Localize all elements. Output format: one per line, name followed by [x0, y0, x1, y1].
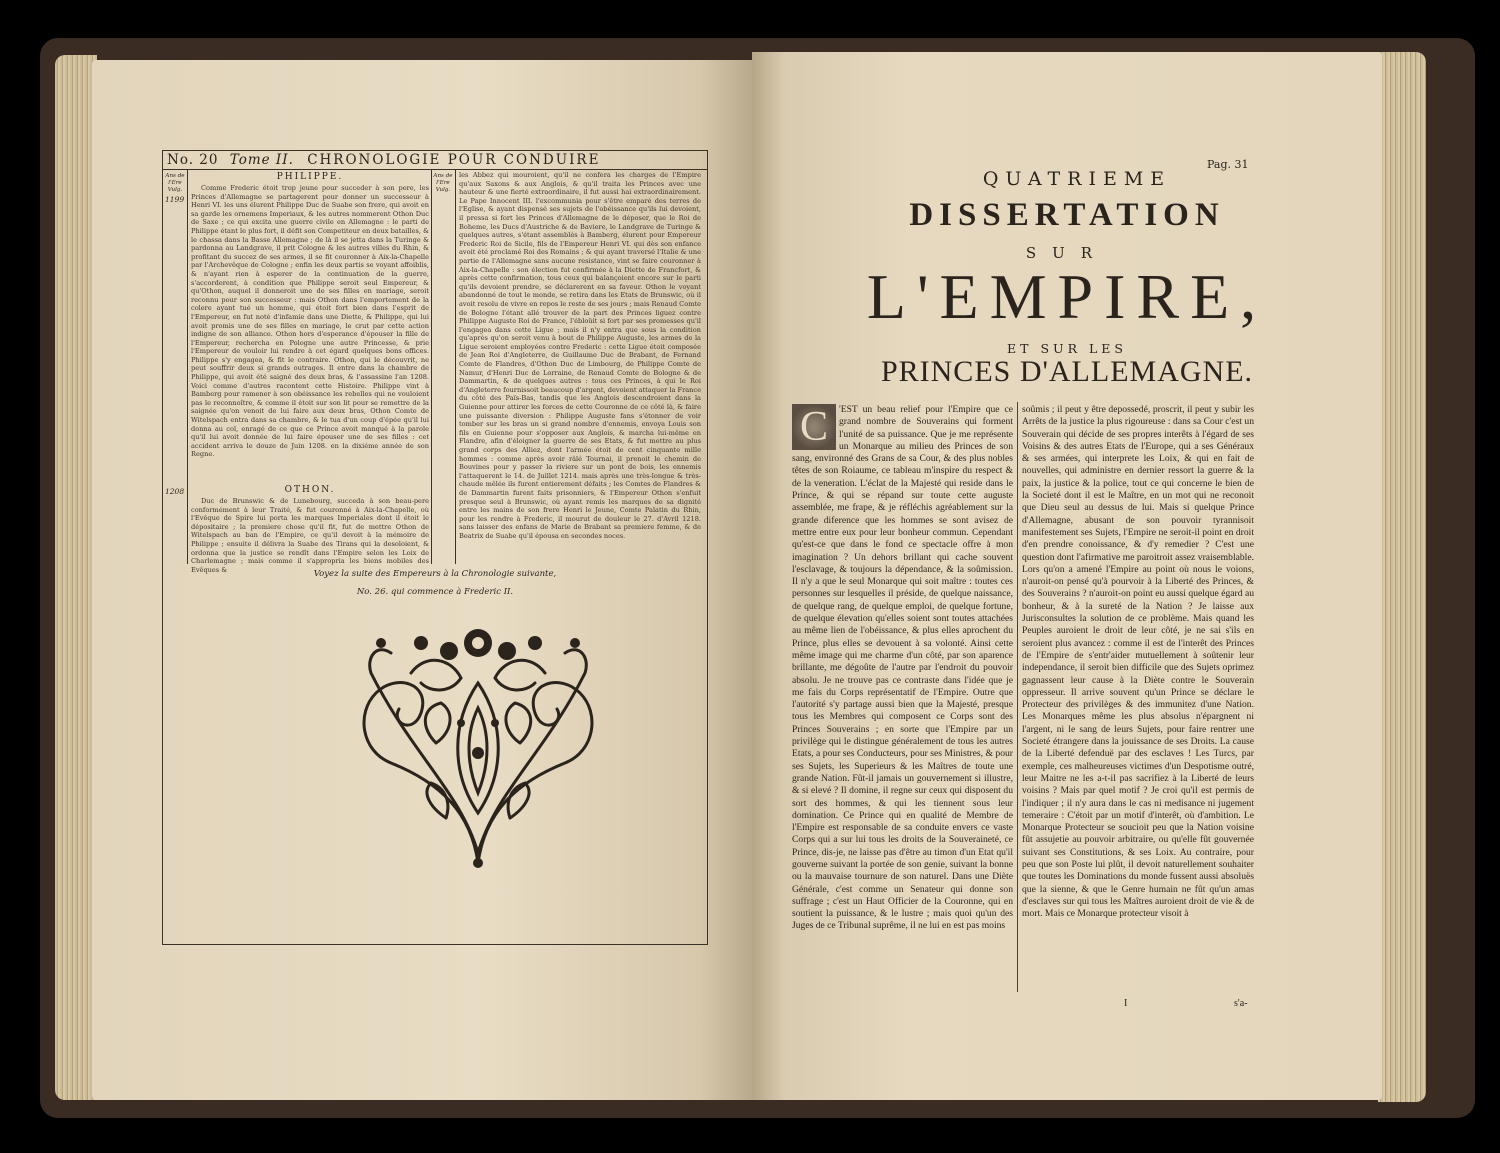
philippe-text: [191, 184, 429, 480]
header-title: CHRONOLOGIE POUR CONDUIRE: [307, 152, 601, 168]
running-header: [163, 151, 707, 169]
drop-cap: C: [792, 404, 836, 450]
body-column-1-text: 'EST un beau relief pour l'Empire que ce grand nombre de Souverains qui forment l'unité de sa puissance. Que je me représente un Monarque au milieu des Princes de son sang, environné des Grans de sa Cour, & des plus nobles têtes de son Roiaume, ce tableau m'inspire du respect & de la veneration. L'éclat de la Majesté qui reside dans le Prince, & qui se répand sur toute cette auguste assemblée, me frape, & je réfléchis agréablement sur la grande diference que les hommes se sont avisez de mettre entre eux pour leur bonheur commun. Cependant qu'est-ce que dans le fond ce spectacle offre à mon imagination ? Un dehors brillant qui cache souvent l'esclavage, & toujours la dépendance, & la soûmission. Il n'y a que le seul Monarque qui soit maître : toutes ces personnes sur lesquelles il préside, de quelque naissance, de quelque rang, de quelque emploi, de quelque fortune, de quelque élevation qu'elles soient sont toutes attachées au même lien de l'obéissance, & plus elles aprochent du Prince, plus elles se devouent à sa volonté. Ainsi cette même image qui me charme d'un côté, par son aparence brillante, me dégoûte de l'autre par l'endroit du pouvoir absolu. Je ne trouve pas ce contraste dans l'idée que je me fais du Corps représentatif de l'Empire. Outre que l'autorité s'y partage aussi bien que la Majesté, presque tous les Membres qui composent ce Corps sont des Princes Souverains ; en sorte que l'Empire par un privilège qui le distingue généralement de tous les autres Etats, a pour ses Conducteurs, pour ses Ministres, & pour ses Sujets, les Superieurs & les Maîtres de toute une grande Nation. Fût-il jamais un gouvernement si illustre, & si elevé ? Il domine, il regne sur ceux qui disposent du sort des hommes, & qui les tiennent sous leur domination. Ce Prince qui en qualité de Membre de l'Empire est responsable de sa conduite envers ce vaste Corps qui a sur lui tous les droits de la Souveraineté, ce Prince, dis-je, ne laisse pas d'être au timon d'un Etat qu'il gouverne suivant la portée de son genie, suivant la bonne ou la mauvaise tournure de son naturel. Dans une Diète Générale, c'est comme un Senateur qui donne son suffrage ; c'est un Haut Officier de la Couronne, qui en soutient la puissance, & le lustre ; mais quoi qu'un des Juges de ce Tribunal suprême, il ne lui en est pas moins: [792, 404, 1013, 932]
year-column-rule: [187, 169, 188, 564]
middle-column-rule: [431, 169, 432, 564]
left-page: [92, 60, 752, 1100]
year-column-rule-2: [455, 169, 456, 564]
philippe-paragraph: Comme Frederic étoit trop jeune pour succeder à son pere, les Princes d'Allemagne se partagerent pour donner un successeur à Henri VI. les uns élurent Philippe Duc de Suabe son frere, qui avoit en sa garde les ornemens Imperiaux, & les autres nommerent Othon Duc de Saxe ; ce qui excita une guerre civile en Allemagne : le parti de Philippe étant le plus fort, il défit son Competiteur en deux batailles, & le chassa dans la Basse Allemagne ; de là il se jetta dans la Turinge & pardonna au Landgrave, il prit Cologne & les autres villes du Rhin, & profitant du succez de ses armes, il se fit couronner à Aix-la-Chapelle par l'Archevêque de Cologne ; enfin les deux partis se voyant affoiblis, & n'ayant rien à esperer de la continuation de la guerre, s'accorderent, à condition que Philippe seroit seul Empereur, & qu'Othon, auquel il donneroit une de ses filles en mariage, seroit reconnu pour son successeur : mais Othon dans l'emportement de la colere ayant tué un homme, qui étoit fort bien dans l'esprit de l'Empereur, en fut noté d'infamie dans une Diette, & Philippe, qui lui avoit promis une de ses filles en mariage, le crut par cette action indigne de son alliance. Othon hors d'esperance d'épouser la fille de l'Empereur, rechercha en Pologne une autre Princesse, & prie l'Empereur de vouloir lui rendre à cet égard quelques bons offices. Philippe s'y engagea, & fit le contraire. Othon, qui le découvrit, ne peut souffrir deux si grands outrages. Il entre dans la chambre de Philippe, qui avoit été saigné des deux bras, & l'assassine l'an 1208. Voici comme d'autres racontent cette Histoire. Philippe vint à Bamberg pour ramener à son obéissance les rebelles qui ne vouloient pas le reconnoître, & comme il étoit sur son lit pour se remettre de la saignée qu'on venoit de lui faire aux deux bras, Othon Comte de Witelspach entra dans sa chambre, & le tua d'un coup d'épée qu'il lui donna au col, enragé de ce que ce Prince avoit manqué à la parole qu'il lui avoit donnée de lui faire épouser une de ses filles : cet accident arriva le douze de Juin 1208. en la dixiéme année de son Regne.: [191, 184, 429, 459]
title-line-sur: SUR: [1025, 244, 1109, 262]
othon-continued-paragraph: les Abbez qui mouroient, qu'il ne confera les charges de l'Empire qu'aux Saxons & aux Anglois, & qu'il traita les Princes avec une hauteur & une fierté extraordinaire, il fut aussi hai extraordinairement. Le Pape Innocent III. l'excommunia pour s'être emparé des terres de l'Eglise, & ayant dispensé ses sujets de l'obéissance qu'ils lui devoient, il pressa si fort les Princes d'Allemagne de le déposer, que le Roi de Boheme, les Ducs d'Austriche & de Baviere, le Landgrave de Turinge & quelques autres, s'étant assemblés à Bamberg, élurent pour Empereur Frederic Roi de Sicile, fils de l'Empereur Henri VI. qui dès son enfance avoit été proclamé Roi des Romains ; & qui ayant traversé l'Italie & une partie de l'Allemagne sans aucune resistance, vint se faire couronner à Aix-la-Chapelle : son élection fut confirmée à la Diette de Francfort, & après cette confirmation, tous ceux qui balançoient encore sur le parti qu'ils devoient prendre, se déclarerent en sa faveur. Othon le voyant abandonné de tout le monde, se retira dans les Etats de Brunswic, où il avoit resolu de vivre en repos le reste de ses jours ; mais Renaud Comte de Bologne l'étant allé trouver de la part des Princes liguez contre Philippe Auguste Roi de France, l'ébloüit si fort par ses promesses qu'il l'engagea dans cette Ligue ; mais il n'y entra que sous la condition qu'après qu'on seroit venu à bout de Philippe Auguste, les armes de la Ligue seroient employées contre Frederic : cette Ligue étoit composée de Jean Roi d'Angleterre, de Guillaume Duc de Brabant, de Fernand Comte de Flandres, d'Othon Duc de Limbourg, de Philippe Comte de Namur, d'Henri Duc de Lorraine, de Renaud Comte de Bologne & de Dammartin, & de quelques autres : tous ces Princes, à qui le Roi d'Angleterre fournissoit beaucoup d'argent, devoient attaquer la France du côté des Païs-Bas, tandis que les Anglois descendroient dans la Guienne pour attirer les forces de cette Couronne de ce côté là, & faire une puissante diversion : Philippe Auguste fans s'étonner de voir tomber sur les bras un si grand nombre d'ennemis, envoya Louis son fils en Guienne pour s'opposer aux Anglois, & marcha lui-même en Flandre, afin d'éloigner la guerre de ses Etats, & fut mettre au plus grand corps des Alliez, dont l'armée étoit de cent cinquante mille hommes : comme après avoir râlé Tournai, il prenoit le chemin de Bouvines pour y passer la riviere sur un pont de bois, les ennemis l'attaquerent le 14. de Juillet 1214. mais après une très-longue & très-chaude mêlée ils furent entierement défaits ; les Comtes de Flandres & de Dammartin furent faits prisonniers, & l'Empereur Othon s'enfuit presque seul à Brunswic, où ayant remis les marques de sa dignité entre les mains de son frere Henri le Jeune, Comte Palatin du Rhin, pour les rendre à Frederic, il mourut de douleur le 27. d'Avril 1218. sans laisser des enfans de Marie de Brabant sa premiere femme, & de Beatrix de Suabe qu'il épousa en secondes noces.: [459, 171, 701, 540]
page-number: Pag. 31: [1207, 158, 1249, 171]
year-column-header-2: Ans de l'Ere Vulg.: [433, 173, 453, 193]
body-column-2: [1022, 404, 1254, 998]
ornamental-vignette: [351, 613, 605, 869]
title-line-quatrieme: QUATRIEME: [982, 168, 1172, 190]
signature-mark: I: [1124, 998, 1128, 1009]
chronology-frame: [162, 150, 708, 945]
catchword: s'a-: [1234, 998, 1248, 1009]
column-rule: [1017, 402, 1018, 992]
year-1208: 1208: [165, 487, 185, 496]
year-1199: 1199: [165, 195, 185, 204]
see-also-line-2: No. 26. qui commence à Frederic II.: [356, 587, 514, 597]
othon-continued-text: [459, 171, 701, 563]
othon-paragraph: Duc de Brunswic & de Lunebourg, succeda à son beau-pere conformément à leur Traité, & fut couronné à Aix-la-Chapelle, où l'Evêque de Spire lui porta les marques Imperiales dont il étoit le dépositaire ; la premiere chose qu'il fit, fut de mettre Othon de Witelspach au ban de l'Empire, ce qu'il devoit à la mémoire de Philippe ; ensuite il délivra la Suabe des Tirans qui la desoloient, & ordonna que la justice se rendît dans l'Empire selon les Loix de Charlemagne ; mais comme il s'appropria les biens mobiles des Evêques &: [191, 497, 429, 574]
othon-text: [191, 497, 429, 574]
header-number: No. 20: [167, 152, 219, 168]
title-line-empire: L'EMPIRE,: [866, 261, 1268, 332]
title-line-princes: PRINCES D'ALLEMAGNE.: [880, 355, 1254, 388]
right-page-edges: [1378, 52, 1426, 1102]
left-page-edges: [55, 55, 97, 1100]
see-also-line-1: Voyez la suite des Empereurs à la Chronologie suivante,: [313, 569, 557, 579]
title-line-dissertation: DISSERTATION: [909, 197, 1225, 233]
header-tome: Tome II.: [229, 152, 294, 168]
heading-othon: OTHON.: [284, 485, 336, 495]
year-column-header: Ans de l'Ere Vulg.: [165, 173, 185, 193]
body-column-2-text: soûmis ; il peut y être depossedé, proscrit, il peut y subir les Arrêts de la justice la plus rigoureuse : dans sa Cour c'est un Souverain qui décide de ses propres interêts à l'égard de ses Voisins & des autres Etats de l'Europe, qui a ses Généraux & ses armées, qui interprete les Loix, & qui en fait de nouvelles, qui administre en dernier ressort la guerre & la paix, la justice & la police, tout ce qui concerne le bien de la Societé dont il est le Maître, en un mot qui ne reconoit que Dieu seul au dessus de lui. Mais si quelque Prince d'Allemagne, abusant de son pouvoir tyrannisoit manifestement ses Sujets, l'Empire ne seroit-il point en droit d'en prendre conoissance, & d'y remedier ? C'est une question dont l'afirmative me paroitroit assez vraisemblable. Lors qu'on a amené l'Empire au point où nous le voions, n'auroit-on pensé qu'à pourvoir à la Liberté des Princes, & des Souverains ? n'auroit-on point eu aussi quelque égard au bonheur, & à la sureté de la Nation ? Je laisse aux Jurisconsultes la solution de ce problème. Mais quand les Peuples auroient le droit de leur côté, je ne sai s'ils en seroient plus avancez : comme il est de l'interêt des Princes de l'Empire de s'entr'aider mutuellement à soûtenir leur independance, il seroit bien difficile que des Sujets oprimez gagnassent leur cause à la Diète contre le Souverain oppresseur. Il arrive souvent qu'un Prince se déclare le Protecteur des privilèges & des immunitez d'une Nation. Les Monarques même les plus absolus n'épargnent ni l'argent, ni le sang de leurs Sujets, pour faire rentrer une Societé étrangere dans la jouissance de ses Droits. La cause de la Liberté defenduë par des esclaves ! Les Turcs, par exemple, ces malheureuses victimes d'un Despotisme outré, leur Maitre ne les a-t-il pas sacrifiez à la Liberté de leurs voisins ? Mais par quel motif ? Je croi qu'il est permis de l'indiquer ; il n'y aura dans le cas ni medisance ni jugement temeraire : C'étoit par un motif d'interêt, où d'ambition. Le Monarque Protecteur se soucioit peu que la Nation voisine fût assujetie au pouvoir arbitraire, ou qu'elle fût gouvernée suivant ses Constitutions, & ses Loix. Au contraire, pour peu que son Poste lui plût, il devoit naturellement souhaiter que toutes les Dominations du monde fussent aussi absoluës que la sienne, & que le Genre humain ne fût qu'un amas d'esclaves sur qui tous les Maîtres auroient droit de vie & de mort. Mais ce Monarque protecteur visoit à: [1022, 404, 1254, 920]
header-rule: [163, 169, 707, 170]
heading-philippe: PHILIPPE.: [276, 172, 344, 182]
title-line-et-sur-les: ET SUR LES: [1007, 341, 1127, 356]
body-column-1: [792, 404, 1013, 998]
right-page: [752, 52, 1382, 1100]
